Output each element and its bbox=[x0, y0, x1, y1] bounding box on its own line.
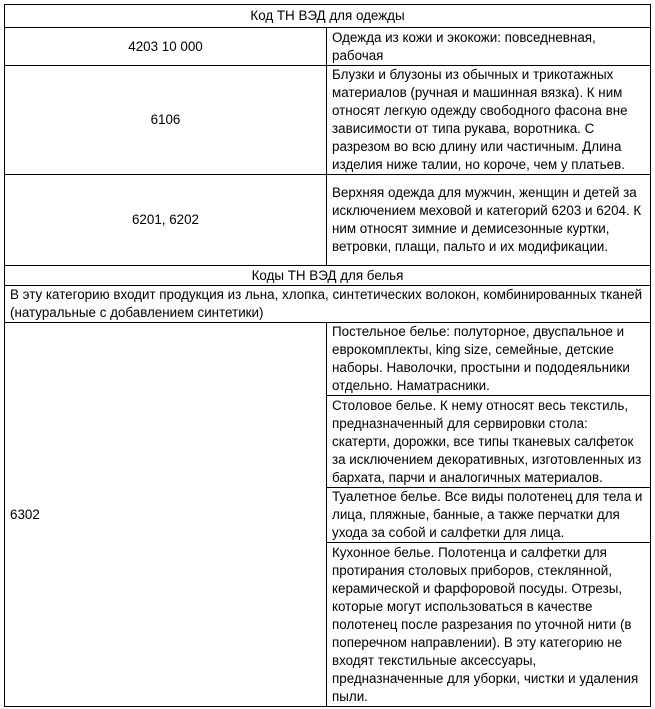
clothing-header-row bbox=[5, 5, 651, 28]
linen-intro-row bbox=[5, 286, 651, 323]
clothing-header: Код ТН ВЭД для одежды bbox=[5, 5, 651, 28]
table-row bbox=[5, 28, 651, 66]
code-cell: 6201, 6202 bbox=[5, 175, 327, 266]
table-row bbox=[5, 323, 651, 396]
table-row bbox=[5, 66, 651, 175]
description-cell: Туалетное белье. Все виды полотенец для тела и лица, пляжные, банные, а также перчатки для ухода за собой и салфетки для лица. bbox=[327, 488, 651, 543]
code-cell: 6106 bbox=[5, 66, 327, 175]
linen-header: Коды ТН ВЭД для белья bbox=[5, 266, 651, 286]
tn-ved-codes-table bbox=[4, 4, 651, 707]
code-cell: 6302 bbox=[5, 323, 327, 707]
code-cell: 4203 10 000 bbox=[5, 28, 327, 66]
description-cell: Кухонное белье. Полотенца и салфетки для протирания столовых приборов, стеклянной, керамической и фарфоровой посуды. Отрезы, которые могут использоваться в качестве полотенец после разрезания по уточной нити (в поперечном направлении). В эту категорию не входят текстильные аксессуары, предназначенные для уборки, чистки и удаления пыли. bbox=[327, 543, 651, 707]
description-cell: Блузки и блузоны из обычных и трикотажных материалов (ручная и машинная вязка). К ним относят легкую одежду свободного фасона вне зависимости от типа рукава, воротника. С разрезом во всю длину или частичным. Длина изделия ниже талии, но короче, чем у платьев. bbox=[327, 66, 651, 175]
linen-header-row bbox=[5, 266, 651, 286]
description-cell: Верхняя одежда для мужчин, женщин и детей за исключением меховой и категорий 6203 и 6204. К ним относят зимние и демисезонные куртки, ветровки, плащи, пальто и их модификации. bbox=[327, 175, 651, 266]
description-cell: Постельное белье: полуторное, двуспальное и еврокомплекты, king size, семейные, детские наборы. Наволочки, простыни и пододеяльники отдельно. Наматрасники. bbox=[327, 323, 651, 396]
linen-intro: В эту категорию входит продукция из льна, хлопка, синтетических волокон, комбинированных тканей (натуральные с добавлением синтетики) bbox=[5, 286, 651, 323]
description-cell: Столовое белье. К нему относят весь текстиль, предназначенный для сервировки стола: скатерти, дорожки, все типы тканевых салфеток за исключением декоративных, изготовленных из бархата, парчи и аналогичных материалов. bbox=[327, 396, 651, 488]
description-cell: Одежда из кожи и экокожи: повседневная, рабочая bbox=[327, 28, 651, 66]
table-row bbox=[5, 175, 651, 266]
